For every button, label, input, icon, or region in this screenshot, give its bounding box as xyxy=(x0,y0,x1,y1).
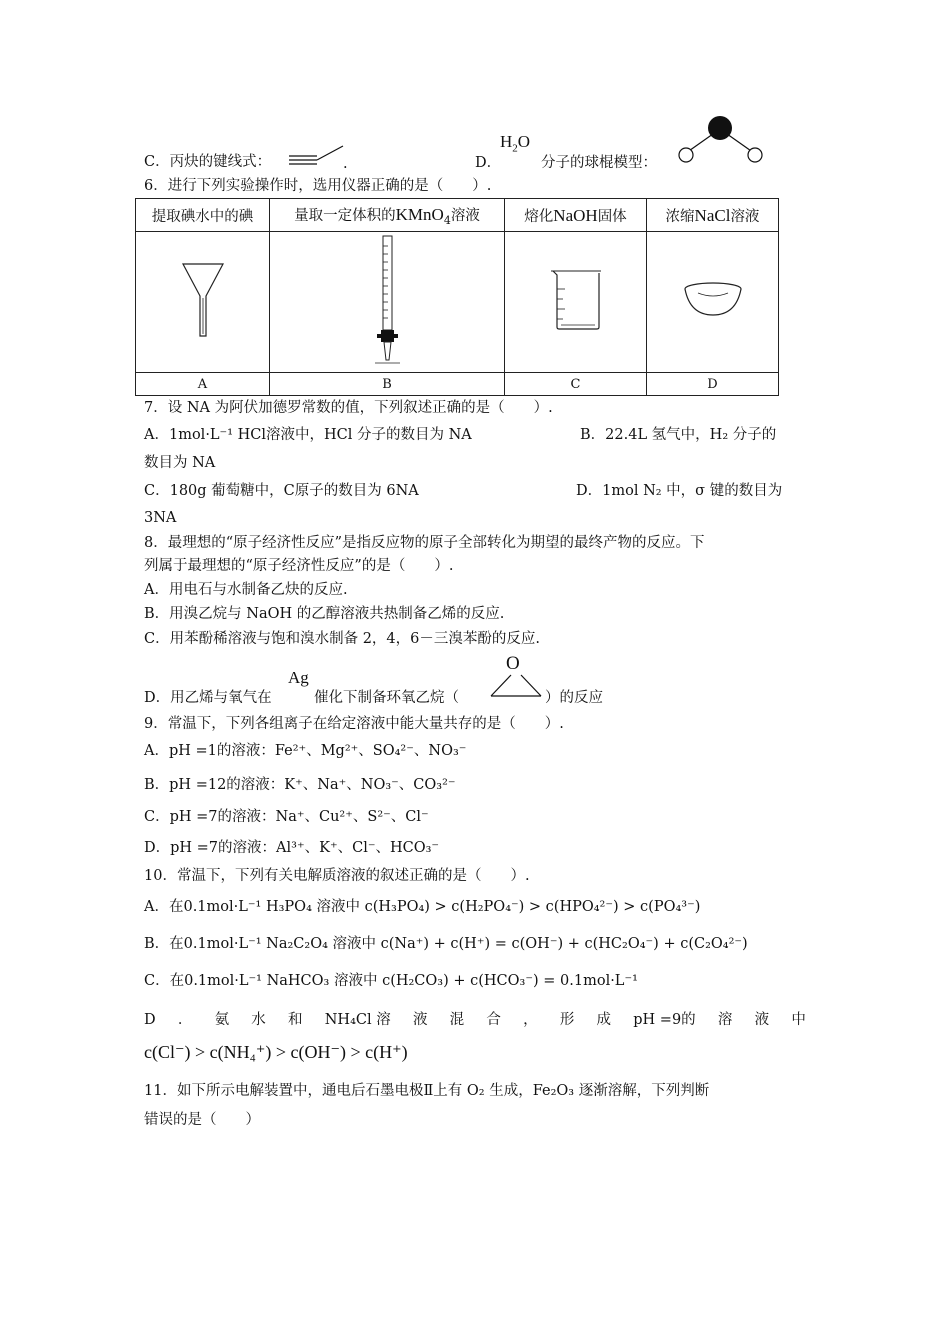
q8-option-d-pre: D．用乙烯与氧气在 xyxy=(144,690,272,706)
q10-option-b: B．在0.1mol·L⁻¹ Na₂C₂O₄ 溶液中 c(Na⁺) + c(H⁺) = c(OH⁻) + c(HC₂O₄⁻) + c(C₂O₄²⁻) xyxy=(144,936,748,952)
q6-header-b-sub: 4 xyxy=(443,213,451,227)
evaporating-dish-icon xyxy=(678,275,748,325)
q10-d-w9: ， xyxy=(523,1012,538,1028)
q8-stem-1: 8．最理想的“原子经济性反应”是指反应物的原子全部转化为期望的最终产物的反应。下 xyxy=(144,535,705,551)
q7-stem: 7．设 NA 为阿伏加德罗常数的值，下列叙述正确的是（ ）. xyxy=(144,400,553,416)
q5-c-label: C．丙炔的键线式： xyxy=(144,154,272,170)
q6-header-b xyxy=(270,199,505,232)
q8-catalyst-ag: Ag xyxy=(288,668,309,687)
h2o-h: H xyxy=(500,132,513,151)
q6-header-c-text: 熔化 xyxy=(524,208,554,225)
q10-d-w3: 水 xyxy=(251,1012,266,1028)
q10-option-d-cont: c(Cl⁻) > c(NH₄⁺) > c(OH⁻) > c(H⁺) xyxy=(144,1042,408,1062)
q10-d-w8: 合 xyxy=(486,1012,501,1028)
q10-d-w15: 中 xyxy=(791,1012,806,1028)
q10-d-w2: 氨 xyxy=(214,1012,230,1028)
q10-d-w6: 液 xyxy=(412,1012,428,1028)
q6-label-b: B xyxy=(270,373,505,396)
q6-header-a xyxy=(136,199,270,232)
q5-d-label: D． xyxy=(475,155,502,171)
q9-option-a: A．pH =1的溶液：Fe²⁺、Mg²⁺、SO₄²⁻、NO₃⁻ xyxy=(144,743,467,759)
q10-d-w10: 形 xyxy=(559,1012,575,1028)
q5-option-c xyxy=(144,152,271,172)
q10-d-w12: pH =9的 xyxy=(633,1012,696,1028)
q11-stem-2: 错误的是（ ） xyxy=(144,1112,260,1128)
q6-header-d-chem: NaCl xyxy=(694,205,731,225)
q10-d-w5: NH₄Cl 溶 xyxy=(324,1012,391,1028)
funnel-icon xyxy=(173,260,233,340)
q6-cell-evaporating-dish xyxy=(647,232,779,373)
q6-header-a-text: 提取碘水中的碘 xyxy=(151,208,254,225)
q10-d-w13: 溶 xyxy=(717,1012,733,1028)
q6-label-d: D xyxy=(647,373,779,396)
h2o-o: O xyxy=(517,132,531,151)
q9-stem: 9．常温下，下列各组离子在给定溶液中能大量共存的是（ ）. xyxy=(144,716,564,732)
q7-option-a: A．1mol·L⁻¹ HCl溶液中，HCl 分子的数目为 NA xyxy=(144,427,472,443)
q6-header-d xyxy=(647,199,779,232)
q9-option-c: C．pH =7的溶液：Na⁺、Cu²⁺、S²⁻、Cl⁻ xyxy=(144,809,429,825)
q7-option-d: D．1mol N₂ 中，σ 键的数目为 xyxy=(576,483,783,499)
propyne-skeletal-icon xyxy=(287,142,347,170)
q10-d-w0: D xyxy=(144,1012,156,1028)
q10-option-c: C．在0.1mol·L⁻¹ NaHCO₃ 溶液中 c(H₂CO₃) + c(HCO₃⁻) = 0.1mol·L⁻¹ xyxy=(144,973,638,989)
q6-header-b-text: 量取一定体积的 xyxy=(294,207,396,224)
q7-option-b: B．22.4L 氢气中，H₂ 分子的 xyxy=(580,427,777,443)
q8-option-c: C．用苯酚稀溶液与饱和溴水制备 2，4，6－三溴苯酚的反应. xyxy=(144,631,540,647)
q6-label-a: A xyxy=(136,373,270,396)
q8-option-d-post: ）的反应 xyxy=(545,690,603,706)
q10-option-d xyxy=(144,1010,806,1030)
q6-instrument-table xyxy=(135,198,779,396)
q10-stem: 10．常温下，下列有关电解质溶液的叙述正确的是（ ）. xyxy=(144,868,530,884)
q6-header-b-tail: 溶液 xyxy=(450,207,480,224)
q7-option-b-cont: 数目为 NA xyxy=(144,455,216,471)
q6-stem: 6．进行下列实验操作时，选用仪器正确的是（ ）. xyxy=(144,178,492,194)
q6-cell-beaker xyxy=(505,232,647,373)
q8-option-a: A．用电石与水制备乙炔的反应. xyxy=(144,582,348,598)
q6-cell-funnel xyxy=(136,232,270,373)
q10-d-w1: ． xyxy=(177,1012,193,1028)
q6-label-c: C xyxy=(505,373,647,396)
q7-option-d-cont: 3NA xyxy=(144,510,177,526)
q9-option-b: B．pH =12的溶液：K⁺、Na⁺、NO₃⁻、CO₃²⁻ xyxy=(144,777,456,793)
q8-option-d-mid: 催化下制备环氧乙烷（ xyxy=(314,690,459,706)
water-ball-stick-model-icon xyxy=(676,115,766,167)
q6-header-d-text: 浓缩 xyxy=(665,208,695,225)
burette-icon xyxy=(367,234,407,366)
q11-stem-1: 11．如下所示电解装置中，通电后石墨电极Ⅱ上有 O₂ 生成，Fe₂O₃ 逐渐溶解，下列判断 xyxy=(144,1083,710,1099)
q6-header-c-tail: 固体 xyxy=(597,208,627,225)
q6-header-b-chem: KMnO xyxy=(395,204,444,224)
q10-option-a: A．在0.1mol·L⁻¹ H₃PO₄ 溶液中 c(H₃PO₄) > c(H₂PO₄⁻) > c(HPO₄²⁻) > c(PO₄³⁻) xyxy=(144,899,701,915)
q6-header-c-chem: NaOH xyxy=(553,205,598,225)
q5-d-text: 分子的球棍模型： xyxy=(541,155,657,171)
q10-d-w7: 混 xyxy=(449,1012,465,1028)
q6-cell-burette xyxy=(270,232,505,373)
q10-d-w11: 成 xyxy=(596,1012,612,1028)
q8-stem-2: 列属于最理想的“原子经济性反应”的是（ ）. xyxy=(144,558,454,574)
q5-c-end: . xyxy=(343,156,348,172)
q10-d-w4: 和 xyxy=(288,1012,303,1028)
q6-header-c xyxy=(505,199,647,232)
q7-option-c: C．180g 葡萄糖中，C原子的数目为 6NA xyxy=(144,483,419,499)
h2o-formula xyxy=(500,132,530,158)
q6-header-d-tail: 溶液 xyxy=(730,208,760,225)
q9-option-d: D．pH =7的溶液：Al³⁺、K⁺、Cl⁻、HCO₃⁻ xyxy=(144,840,440,856)
q8-option-b: B．用溴乙烷与 NaOH 的乙醇溶液共热制备乙烯的反应. xyxy=(144,606,505,622)
h2o-sub: 2 xyxy=(512,142,518,155)
epoxide-ring-icon xyxy=(488,672,544,700)
q10-d-w14: 液 xyxy=(754,1012,770,1028)
beaker-icon xyxy=(541,265,611,335)
epoxide-o-label: O xyxy=(506,653,520,674)
